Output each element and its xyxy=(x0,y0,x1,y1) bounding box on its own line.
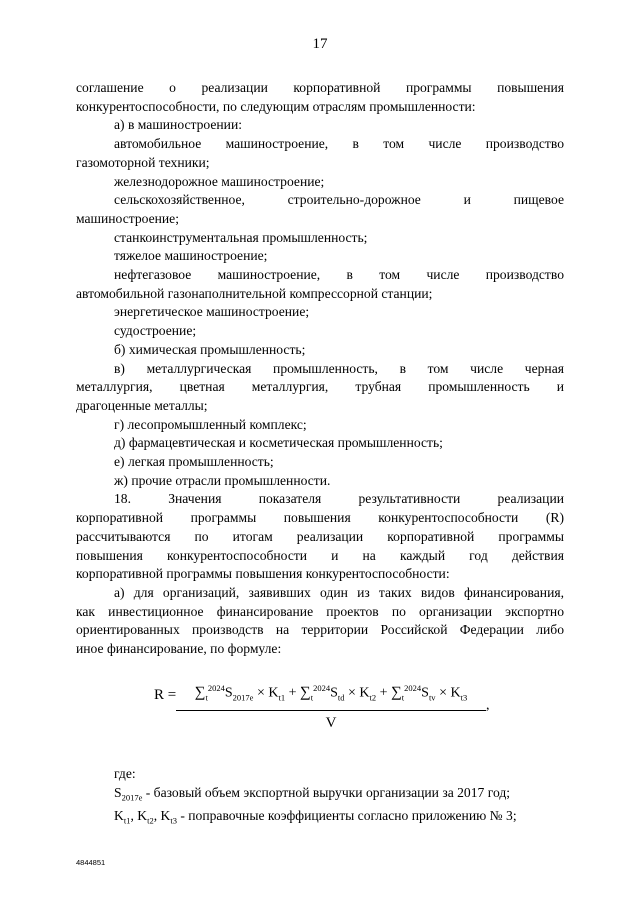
text-line: газомоторной техники; xyxy=(76,154,210,170)
text-line: а) в машиностроении: xyxy=(114,117,243,133)
text-line: ориентированных производств на территории Российской Федерации либо xyxy=(76,622,564,638)
where-label: где: xyxy=(114,765,136,781)
text-line: автомобильное машиностроение, в том числе производство xyxy=(114,136,564,152)
text-line: повышения конкурентоспособности и на каждый год действия xyxy=(76,547,564,563)
formula-fraction xyxy=(176,679,486,733)
text-line: корпоративной программы повышения конкурентоспособности (R) xyxy=(76,510,564,526)
text-line: конкурентоспособности, по следующим отраслям промышленности: xyxy=(76,98,476,114)
formula-numerator: $\sum_t^{2024}S_{2017e} \times K_{t1} + \sum_t^{2024}S_{td} \times K_{t2} + \sum_t^{2024}S_{tv} \times K_{t3}$ xyxy=(176,679,486,711)
text-line: как инвестиционное финансирование проектов по организации экспортно xyxy=(76,603,564,619)
formula xyxy=(76,679,564,741)
text-line: судостроение; xyxy=(114,323,197,339)
text-line: рассчитываются по итогам реализации корпоративной программы xyxy=(76,528,564,544)
text-line: автомобильной газонаполнительной компрессорной станции; xyxy=(76,285,433,301)
text-line: г) лесопромышленный комплекс; xyxy=(114,416,307,432)
document-id: 4844851 xyxy=(76,858,106,867)
text-line: металлургия, цветная металлургия, трубная промышленность и xyxy=(76,379,564,395)
text-line: машиностроение; xyxy=(76,210,179,226)
document-body xyxy=(76,79,564,830)
definition-k: $K_{t1}$, $K_{t2}$, $K_{t3}$ - поправочные коэффициенты согласно приложению № 3; xyxy=(114,807,517,826)
formula-lhs: R = xyxy=(154,686,177,703)
formula-comma: , xyxy=(486,697,490,713)
text-line: иное финансирование, по формуле: xyxy=(76,641,282,657)
text-line: а) для организаций, заявивших один из таких видов финансирования, xyxy=(114,584,564,600)
text-line: станкоинструментальная промышленность; xyxy=(114,229,368,245)
text-line: корпоративной программы повышения конкурентоспособности: xyxy=(76,566,450,582)
text-line: энергетическое машиностроение; xyxy=(114,304,310,320)
text-line: драгоценные металлы; xyxy=(76,397,208,413)
text-line: соглашение о реализации корпоративной программы повышения xyxy=(76,80,564,95)
text-line: е) легкая промышленность; xyxy=(114,454,274,470)
text-line: нефтегазовое машиностроение, в том числе производство xyxy=(114,267,564,283)
text-line: в) металлургическая промышленность, в том числе черная xyxy=(114,360,564,376)
definition-s2017e: $S_{2017e}$ - базовый объем экспортной выручки организации за 2017 год; xyxy=(114,784,511,803)
text-line: железнодорожное машиностроение; xyxy=(114,173,325,189)
text-line: б) химическая промышленность; xyxy=(114,341,306,357)
text-line: 18. Значения показателя результативности реализации xyxy=(114,491,564,507)
formula-denominator: V xyxy=(325,714,337,731)
text-line: тяжелое машиностроение; xyxy=(114,248,268,264)
text-line: ж) прочие отрасли промышленности. xyxy=(114,472,331,488)
page-number: 17 xyxy=(312,36,328,52)
text-line: д) фармацевтическая и косметическая промышленность; xyxy=(114,435,443,451)
text-line: сельскохозяйственное, строительно-дорожное и пищевое xyxy=(114,192,564,208)
